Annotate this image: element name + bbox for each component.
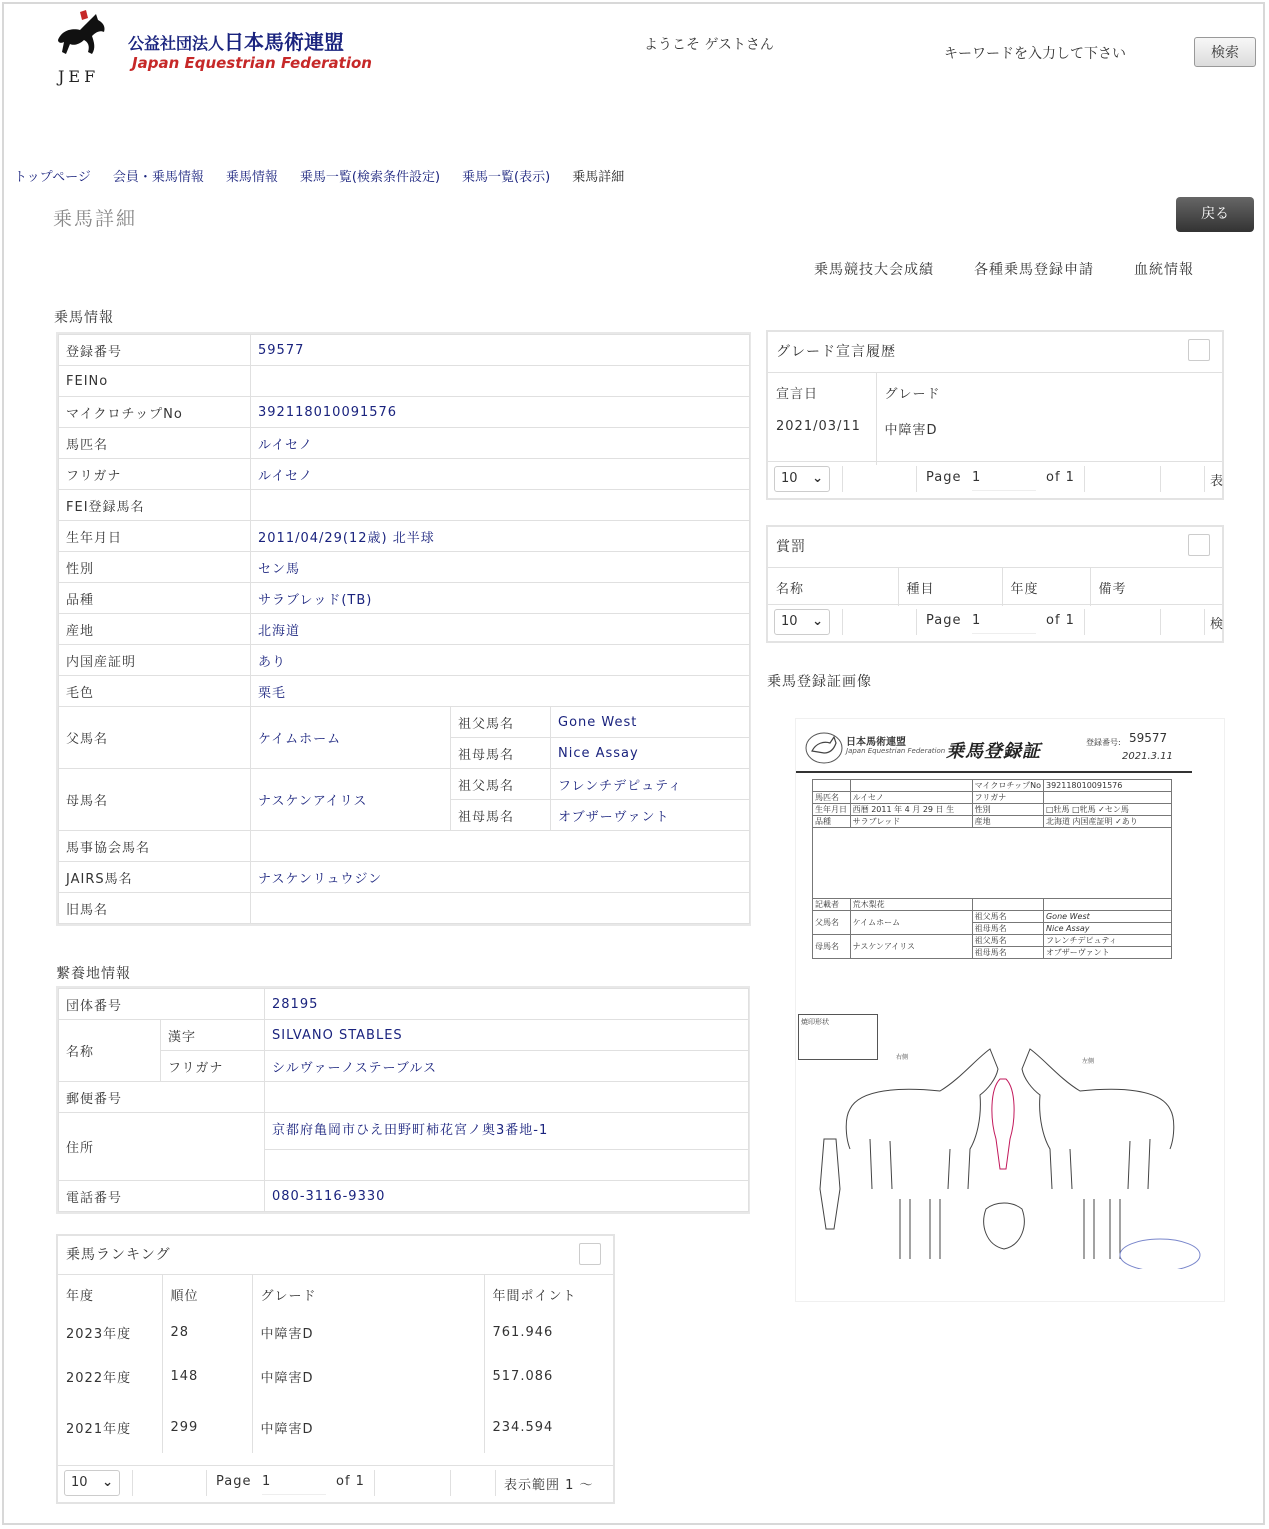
certificate-label: 乗馬登録証画像 [767,674,872,690]
field-value [251,490,750,521]
welcome-text: ようこそ ゲストさん [644,37,774,53]
field-label: 馬匹名 [59,428,251,459]
field-label: FEINo [59,366,251,397]
field-label: 生年月日 [59,521,251,552]
certificate-logo-icon [804,731,844,765]
table-row: 2021年度 299 中障害D 234.594 [58,1401,613,1453]
field-label: JAIRS馬名 [59,862,251,893]
postal-value [265,1082,749,1113]
table-row [59,893,750,924]
ranking-pager [58,1465,613,1502]
table-row [59,521,750,552]
tab-pedigree[interactable]: 血統情報 [1134,262,1194,278]
field-value: ナスケンリュウジン [251,862,750,893]
org-name: 公益社団法人日本馬術連盟 [128,30,345,54]
chevron-down-icon: ⌄ [102,1475,113,1490]
field-label: 旧馬名 [59,893,251,924]
dam-gm-label: 祖母馬名 [451,800,551,831]
sire-gm-value: Nice Assay [551,738,750,769]
address-value: 京都府亀岡市ひえ田野町柿花宮ノ奥3番地-1 [265,1113,749,1150]
chevron-down-icon: ⌄ [812,471,823,486]
grade-pager-tail: 表 [1210,474,1225,489]
field-value: セン馬 [251,552,750,583]
awards-header [768,527,1222,568]
ranking-panel [56,1234,615,1504]
ranking-page-label: Page [216,1474,252,1489]
field-value: 392118010091576 [251,397,750,428]
ranking-col-points: 年間ポイント [492,1288,577,1304]
pager-divider [1160,609,1161,635]
pager-divider [1160,466,1161,492]
awards-col-note: 備考 [1098,581,1127,597]
cert-right-label: 右側 [896,1054,909,1061]
cert-divider [796,771,1192,773]
table-row [59,583,750,614]
table-row [59,676,750,707]
table-row [59,397,750,428]
horse-logo-icon [52,10,112,66]
ranking-header [58,1236,613,1275]
grade-history-header [768,332,1222,373]
field-value [251,831,750,862]
stable-info-label: 繋養地情報 [56,966,131,982]
awards-col-year: 年度 [1002,568,1090,606]
field-label: FEI登録馬名 [59,490,251,521]
awards-pager [768,604,1225,641]
awards-title: 賞罰 [776,539,806,555]
ranking-page-input[interactable]: 1 [262,1470,326,1495]
awards-pager-tail: 検 [1210,617,1225,632]
table-row: 2021/03/11 中障害D [768,411,1222,465]
pager-divider [374,1470,375,1496]
awards-col-event: 種目 [898,568,1002,606]
cert-brand-box: 焼印形状 [798,1014,878,1060]
field-value [251,893,750,924]
table-row: 2023年度 28 中障害D 761.946 [58,1313,613,1351]
pager-divider [1204,609,1205,635]
cert-org-en: Japan Equestrian Federation [846,747,946,755]
awards-page-input[interactable]: 1 [972,609,1036,634]
field-label: フリガナ [59,459,251,490]
horse-info-box [56,332,751,926]
field-label: 産地 [59,614,251,645]
ranking-per-page-select[interactable]: 10 ⌄ [64,1470,120,1496]
field-label: マイクロチップNo [59,397,251,428]
sire-gf-value: Gone West [551,707,750,738]
field-label: 内国産証明 [59,645,251,676]
table-row [59,428,750,459]
awards-per-page-select[interactable]: 10 ⌄ [774,609,830,635]
field-value: ルイセノ [251,428,750,459]
awards-col-name: 名称 [768,568,898,606]
table-row [59,614,750,645]
postal-label: 郵便番号 [59,1082,265,1113]
table-row [59,645,750,676]
grade-page-label: Page [926,470,962,485]
kana-value: シルヴァーノステーブルス [265,1051,749,1082]
table-row [59,459,750,490]
ranking-title: 乗馬ランキング [66,1247,171,1263]
address-label: 住所 [59,1113,265,1181]
pager-divider [916,609,917,635]
sire-value: ケイムホーム [251,707,451,769]
cert-reg-label: 登録番号: [1086,738,1121,747]
field-label: 毛色 [59,676,251,707]
grade-page-input[interactable]: 1 [972,466,1036,491]
breadcrumb-horse-info[interactable]: 乗馬情報 [225,170,278,185]
table-row [59,831,750,862]
ranking-toggle-checkbox[interactable] [579,1243,601,1265]
table-row [59,862,750,893]
grade-history-panel [766,330,1224,500]
grade-per-page-select[interactable]: 10 ⌄ [774,466,830,492]
dam-gm-value: オブザーヴァント [551,800,750,831]
cert-org-name: 日本馬術連盟 [846,737,906,748]
logo-jef-text: JEF [58,67,100,86]
field-value: 59577 [251,335,750,366]
breadcrumb [14,166,646,185]
horse-diagram-icon [800,1029,1220,1269]
ranking-of-label: of 1 [336,1474,365,1489]
breadcrumb-list-view[interactable]: 乗馬一覧(表示) [462,170,551,185]
ranking-range-label: 表示範囲 1 ～ [504,1478,594,1493]
cert-title: 乗馬登録証 [946,741,1041,762]
pager-divider [916,466,917,492]
breadcrumb-current: 乗馬詳細 [572,170,625,185]
table-row: 2022年度 148 中障害D 517.086 [58,1351,613,1401]
sire-label: 父馬名 [59,707,251,769]
search-button[interactable]: 検索 [1194,37,1256,67]
stable-info-table [58,988,749,1212]
pager-divider [842,609,843,635]
stable-info-box [56,986,750,1214]
pager-divider [495,1470,496,1496]
ranking-col-grade: グレード [252,1275,484,1313]
field-value: 北海道 [251,614,750,645]
kanji-value: SILVANO STABLES [265,1020,749,1051]
field-value: ルイセノ [251,459,750,490]
certificate-image[interactable] [795,718,1225,1302]
ranking-col-rank: 順位 [162,1275,252,1313]
field-label: 性別 [59,552,251,583]
grade-history-title: グレード宣言履歴 [776,344,896,360]
grade-col-date: 宣言日 [768,373,876,411]
field-label: 馬事協会馬名 [59,831,251,862]
field-value: あり [251,645,750,676]
phone-value: 080-3116-9330 [265,1181,749,1212]
field-value: 栗毛 [251,676,750,707]
org-name-en: Japan Equestrian Federation [132,54,372,72]
pager-divider [132,1470,133,1496]
horse-info-label: 乗馬情報 [54,310,114,326]
pager-divider [1084,466,1085,492]
kana-label: フリガナ [161,1051,265,1082]
pager-divider [206,1470,207,1496]
group-no-label: 団体番号 [59,989,265,1020]
table-row [59,335,750,366]
grade-pager [768,461,1225,498]
awards-page-label: Page [926,613,962,628]
stable-name-label: 名称 [59,1020,161,1082]
phone-label: 電話番号 [59,1181,265,1212]
grade-of-label: of 1 [1046,470,1075,485]
table-row [59,490,750,521]
horse-info-table [58,334,750,924]
keyword-input[interactable]: キーワードを入力して下さい [944,46,1126,62]
sub-nav [814,259,1194,279]
cert-table: マイクロチップNo 392118010091576 馬匹名 ルイセノ フリガナ 生年月日 西暦 2011 年 4 月 29 日 生 性別 □牡馬 □牝馬 ✓セン馬 品種 サラブレッド 産地 北海道 内国産証明 ✓あり 記載者 荒木梨花 父馬名 ケイムホーム 祖父馬名 Gone West 祖母馬名 Nice Assay 母馬名 ナスケンアイリス 祖父馬名 フレンチデピュティ 祖母馬名 オブザーヴァント [812,779,1172,959]
page-title: 乗馬詳細 [53,208,138,230]
awards-toggle-checkbox[interactable] [1188,534,1210,556]
pager-divider [450,1470,451,1496]
dam-value: ナスケンアイリス [251,769,451,831]
sire-gm-label: 祖母馬名 [451,738,551,769]
dam-label: 母馬名 [59,769,251,831]
field-label: 登録番号 [59,335,251,366]
field-value: 2011/04/29(12歳) 北半球 [251,521,750,552]
awards-panel [766,525,1224,643]
table-row [59,552,750,583]
field-value: サラブレッド(TB) [251,583,750,614]
table-row [59,366,750,397]
pager-divider [1204,466,1205,492]
address-value-2 [265,1150,749,1181]
kanji-label: 漢字 [161,1020,265,1051]
cert-reg-no: 59577 [1129,731,1168,745]
pager-divider [1084,609,1085,635]
field-label: 品種 [59,583,251,614]
ranking-col-year: 年度 [58,1275,162,1313]
awards-table [768,568,1222,606]
pager-divider [842,466,843,492]
cert-date: 2021.3.11 [1122,751,1173,762]
chevron-down-icon: ⌄ [812,614,823,629]
field-value [251,366,750,397]
breadcrumb-top[interactable]: トップページ [14,170,91,185]
grade-history-table [768,373,1222,465]
awards-of-label: of 1 [1046,613,1075,628]
dam-gf-label: 祖父馬名 [451,769,551,800]
cert-left-label: 左側 [1082,1058,1095,1065]
tab-competition-results[interactable]: 乗馬競技大会成績 [814,262,934,278]
back-button[interactable]: 戻る [1176,197,1254,232]
breadcrumb-list-search[interactable]: 乗馬一覧(検索条件設定) [299,170,441,185]
group-no-value: 28195 [265,989,749,1020]
grade-history-toggle-checkbox[interactable] [1188,339,1210,361]
ranking-table [58,1275,613,1453]
jef-logo[interactable] [52,10,392,90]
grade-col-grade: グレード [884,386,941,402]
breadcrumb-member[interactable]: 会員・乗馬情報 [112,170,204,185]
tab-registration-apply[interactable]: 各種乗馬登録申請 [974,262,1094,278]
dam-gf-value: フレンチデピュティ [551,769,750,800]
sire-gf-label: 祖父馬名 [451,707,551,738]
